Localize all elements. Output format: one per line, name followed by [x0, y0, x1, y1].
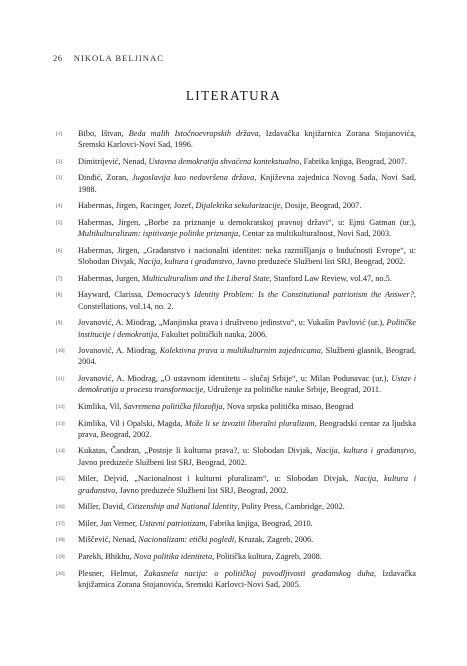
reference-title: Političke institucije i demokratija	[78, 318, 416, 339]
reference-text: Kimlika, Vil i Opalski, Magda,	[78, 418, 185, 428]
reference-item	[56, 156, 416, 167]
reference-number: [3]	[56, 175, 63, 182]
reference-text: Habermas, Jirgen, „Građanstvo i nacionalni identitet: neka razmišljanja o budućnosti Evrope“, u: Slobodan Divjak,	[78, 245, 416, 267]
reference-text: Jovanović, A. Miodrag, „O ustavnom identitetu – slučaj Srbije“, u: Milan Podunavac (ur.),	[78, 374, 392, 384]
reference-number: [18]	[56, 537, 65, 544]
reference-number: [6]	[56, 247, 63, 254]
reference-text: , Kruzak, Zagreb, 2006.	[234, 535, 314, 545]
reference-text: Miler, Jan Verner,	[78, 518, 140, 528]
reference-title: Nacija, kultura i građanstvo	[78, 474, 416, 495]
reference-title: Može li se izvoziti liberalni pluralizam	[184, 418, 315, 428]
reference-title: Ustavni patriotizam	[139, 518, 206, 528]
reference-title: Beda malih Istočnoevropskih država	[128, 129, 259, 138]
reference-title: Democracy’s Identity Problem: Is the Constitutional patriotism the Answer?	[146, 290, 414, 300]
running-author: NIKOLA BELJINAC	[73, 53, 164, 63]
reference-number: [14]	[56, 448, 65, 455]
reference-text: Bibo, Ištvan,	[78, 129, 129, 138]
reference-number: [8]	[56, 292, 63, 299]
page-number: 26	[53, 53, 63, 63]
reference-text: Đinđić, Zoran,	[78, 173, 132, 183]
reference-item	[56, 317, 416, 340]
reference-text: , Izdavačka knjižarnica Zorana Stojanovića, Sremski Karlovci-Novi Sad, 2005.	[78, 568, 416, 589]
reference-item	[56, 501, 416, 512]
reference-text: Dimitrijević, Nenad,	[78, 156, 149, 166]
reference-item	[56, 373, 416, 396]
reference-text: , Fakultet političkih nauka, 2006.	[157, 329, 268, 339]
reference-text: , Nova srpska politička misao, Beograd	[222, 401, 354, 411]
reference-item	[56, 245, 416, 268]
reference-number: [19]	[56, 553, 65, 560]
reference-item	[56, 172, 416, 195]
reference-title: Multikulturalizam: ispitivanje politike priznanja	[78, 229, 239, 239]
reference-text: Kukatas, Čandran, „Postoje li kulturna prava?, u: Slobodan Divjak,	[78, 446, 316, 456]
reference-text: Jovanović, A. Miodrag,	[78, 346, 160, 356]
reference-title: Savremena politička filozofija	[123, 401, 223, 411]
reference-item	[56, 273, 416, 284]
reference-text: , Stanford Law Review, vol.47, no.5.	[269, 273, 392, 283]
reference-item	[56, 289, 416, 312]
reference-text: , Javno preduzeće Službeni list SRJ, Beograd, 2002.	[115, 485, 289, 495]
reference-item	[56, 217, 416, 240]
reference-title: Nova politika identiteta	[133, 551, 213, 561]
reference-item	[56, 445, 416, 468]
running-header	[53, 53, 164, 63]
reference-text: , Fabrika knjiga, Beograd, 2007.	[299, 156, 407, 166]
reference-number: [9]	[56, 320, 63, 327]
reference-item	[56, 128, 416, 151]
reference-item	[56, 418, 416, 441]
reference-number: [1]	[56, 131, 63, 137]
reference-title: Zakasnela nacija: o političkoj povodljivosti građanskog duha	[143, 568, 374, 578]
reference-number: [4]	[56, 203, 63, 210]
reference-title: Kolektivna prava u multikulturnim zajednicama	[159, 346, 321, 356]
reference-number: [15]	[56, 476, 65, 483]
reference-text: , Javno preduzeće Službeni list SRJ, Beograd, 2002.	[232, 257, 406, 267]
reference-number: [2]	[56, 158, 63, 165]
reference-title: Jugoslavija kao nedovršena država	[132, 173, 255, 183]
reference-title: Nacija, kultura i građanstvo	[315, 446, 414, 456]
reference-title: Multiculturalism and the Liberal State	[141, 273, 270, 283]
reference-title: Nacionalizam: etički pogledi	[138, 535, 235, 545]
reference-text: Miler, Dejvid, „Nacionalnost i kulturni pluralizam“, u: Slobodan Divjak,	[78, 474, 355, 484]
reference-text: , Službeni glasnik, Beograd, 2004.	[78, 346, 416, 367]
reference-number: [10]	[56, 348, 65, 355]
reference-text: Habermas, Jirgen, „Borbe za priznanje u demokratskoj pravnoj državi“, u: Ejmi Gatman (ur.),	[78, 217, 416, 227]
reference-text: Miščević, Nenad,	[78, 535, 139, 545]
reference-item	[56, 551, 416, 562]
reference-text: Habermas, Jirgen, Racinger, Jozef,	[78, 201, 196, 211]
reference-item	[56, 534, 416, 545]
reference-number: [17]	[56, 520, 65, 527]
reference-title: Ustavna demokratija shvaćena kontekstualno	[148, 156, 300, 166]
reference-text: , Izdavačka knjižarnica Zorana Stojanovića, Sremski Karlovci-Novi Sad, 1996.	[78, 129, 416, 150]
reference-number: [12]	[56, 403, 65, 410]
reference-number: [16]	[56, 504, 65, 511]
reference-text: , Javno preduzeće Službeni list SRJ, Beograd, 2002.	[78, 446, 417, 467]
reference-item	[56, 518, 416, 529]
reference-title: Citizenship and National Identity	[126, 502, 238, 512]
reference-number: [13]	[56, 420, 65, 427]
reference-text: Plesner, Helmut,	[78, 568, 144, 578]
section-title: LITERATURA	[185, 88, 282, 103]
reference-number: [11]	[56, 376, 65, 383]
reference-text: Habermas, Jurgen,	[78, 273, 142, 283]
reference-text: , Polity Press, Cambridge, 2002.	[237, 502, 345, 512]
reference-list	[56, 128, 416, 595]
reference-text: Miller, David,	[78, 502, 127, 512]
reference-text: Parekh, Bhikhu,	[78, 551, 134, 561]
reference-text: , Književna zajednica Novog Sada, Novi Sad, 1988.	[78, 173, 416, 194]
reference-text: , Centar za multikulturalnost, Novi Sad, 2003.	[238, 229, 392, 239]
reference-item	[56, 345, 416, 368]
reference-text: , Fabrika knjiga, Beograd, 2010.	[205, 518, 313, 528]
reference-text: , Constellations, vol.14, no. 2.	[78, 290, 416, 311]
reference-number: [7]	[56, 275, 63, 282]
reference-text: , Politička kultura, Zagreb, 2008.	[212, 551, 322, 561]
reference-text: , Dosije, Beograd, 2007.	[280, 201, 362, 211]
reference-title: Ustav i demokratija u procesu transformacije	[78, 374, 416, 395]
reference-item	[56, 473, 416, 496]
reference-text: , Udruženje za političke nauke Srbije, Beograd, 2011.	[203, 385, 382, 395]
reference-text: Hayward, Clarissa,	[78, 290, 147, 300]
reference-item	[56, 200, 416, 211]
reference-title: Dijalektika sekularizacije	[195, 201, 281, 211]
reference-text: , Beogradski centar za ljudska prava, Beograd, 2002.	[78, 418, 416, 439]
reference-title: Nacija, kultura i građanstvo	[138, 257, 233, 267]
reference-number: [5]	[56, 219, 63, 226]
reference-text: Kimlika, Vil,	[78, 401, 124, 411]
reference-item	[56, 568, 416, 591]
reference-number: [20]	[56, 570, 65, 577]
reference-text: Jovanović, A. Miodrag, „Manjinska prava i društveno jedinstvo“, u: Vukašin Pavlović (ur.),	[78, 318, 387, 328]
reference-item	[56, 401, 416, 412]
